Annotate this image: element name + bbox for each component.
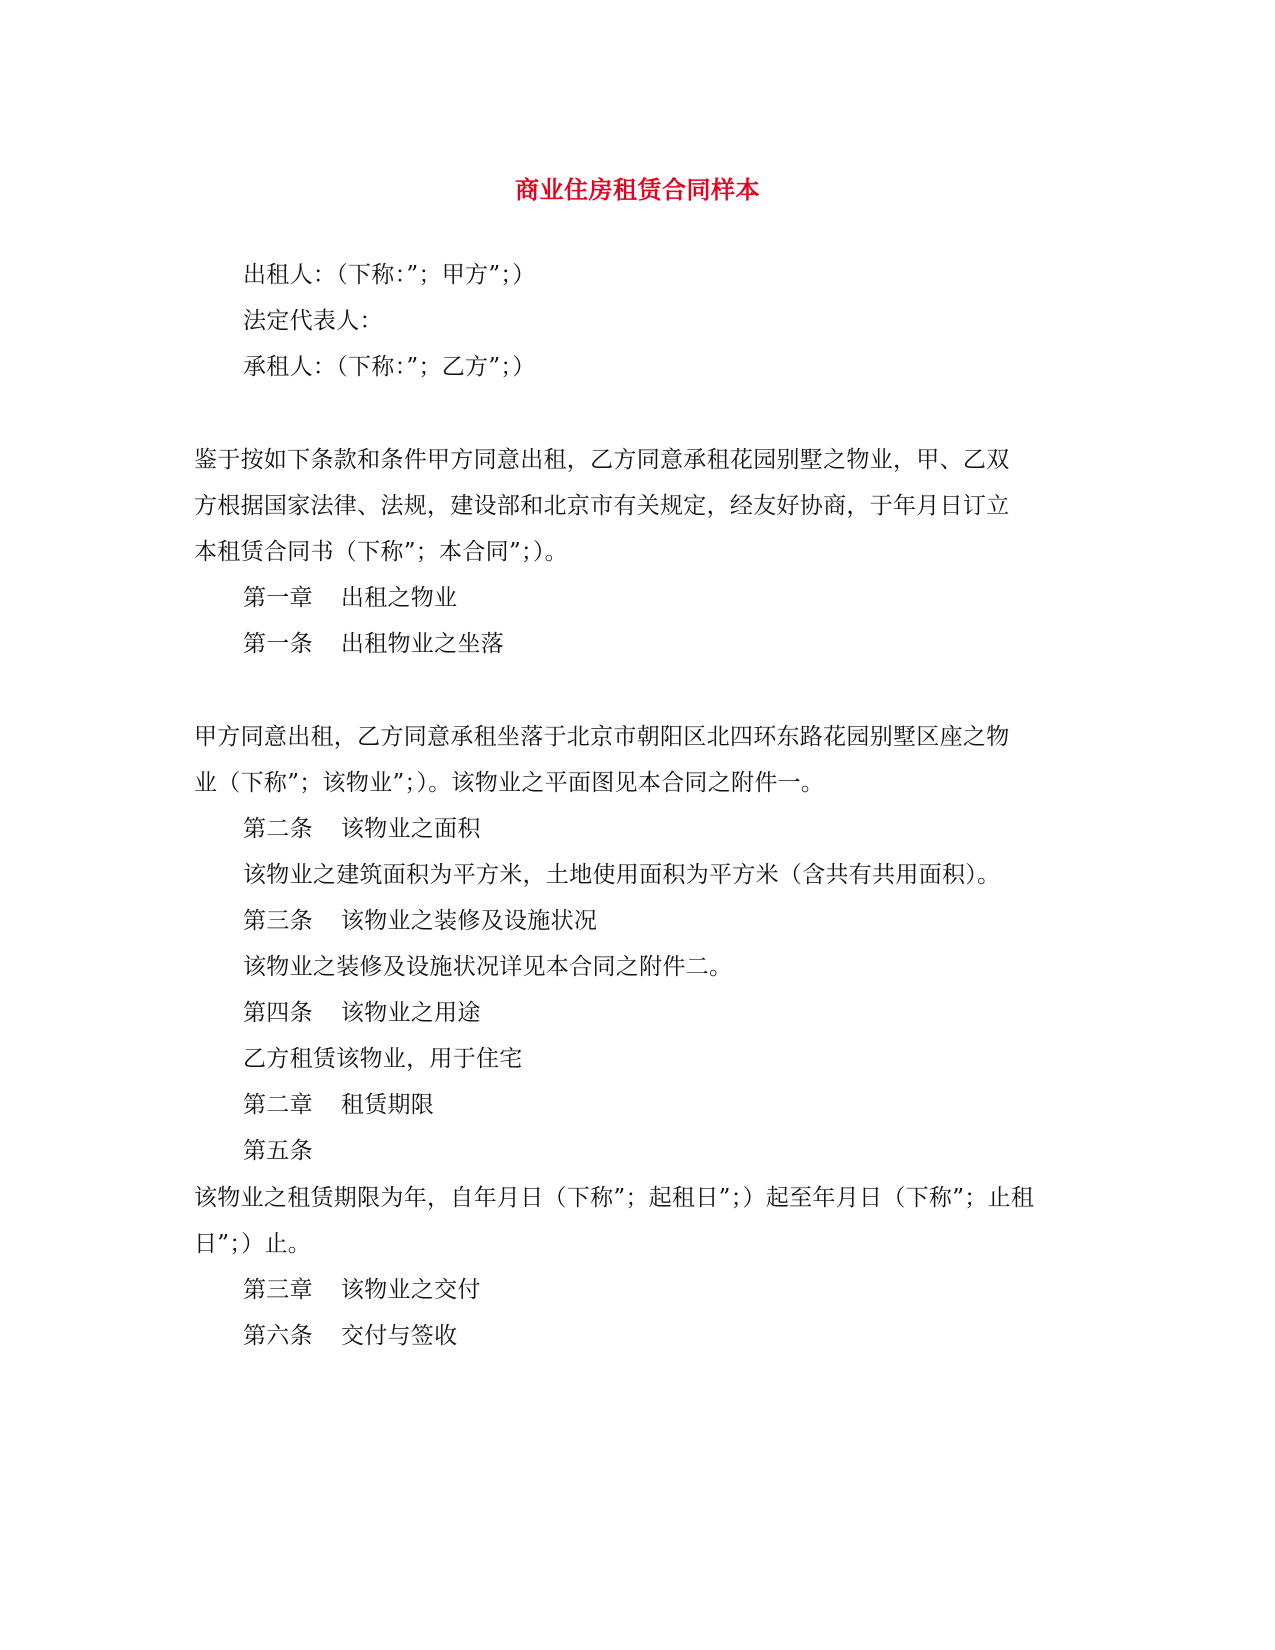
article-5-label: 第五条 [243, 1138, 313, 1164]
article-4-label: 第四条 [243, 1000, 313, 1026]
chapter-1-heading [243, 583, 457, 613]
article-6-heading [243, 1321, 457, 1351]
article-2-heading [243, 814, 481, 844]
article-1-heading [243, 629, 504, 659]
preamble-line-3: 本租赁合同书（下称”；本合同”；）。 [194, 539, 568, 565]
article-3-body: 该物业之装修及设施状况详见本合同之附件二。 [243, 954, 733, 980]
chapter-3-label: 第三章 [243, 1277, 313, 1303]
article-6-title: 交付与签收 [340, 1323, 458, 1349]
article-4-heading [243, 998, 481, 1028]
article-2-title: 该物业之面积 [340, 816, 481, 842]
article-6-label: 第六条 [243, 1323, 313, 1349]
chapter-3-heading [243, 1275, 481, 1305]
chapter-2-label: 第二章 [243, 1092, 313, 1118]
article-1-body-line-1: 甲方同意出租，乙方同意承租坐落于北京市朝阳区北四环东路花园别墅区座之物 [194, 724, 1010, 750]
article-3-title: 该物业之装修及设施状况 [340, 908, 598, 934]
article-3-heading [243, 906, 597, 936]
article-1-body-line-2: 业（下称”；该物业”；）。该物业之平面图见本合同之附件一。 [194, 770, 825, 796]
article-4-body: 乙方租赁该物业，用于住宅 [243, 1046, 523, 1072]
legal-rep-line: 法定代表人： [243, 308, 383, 334]
article-5-heading [243, 1136, 313, 1166]
preamble-line-1: 鉴于按如下条款和条件甲方同意出租，乙方同意承租花园别墅之物业，甲、乙双 [194, 447, 1010, 473]
article-4-title: 该物业之用途 [340, 1000, 481, 1026]
chapter-2-title: 租赁期限 [340, 1092, 435, 1118]
lessor-line: 出租人：（下称：”；甲方”；） [243, 262, 536, 288]
chapter-2-heading [243, 1090, 434, 1120]
preamble-line-2: 方根据国家法律、法规，建设部和北京市有关规定，经友好协商，于年月日订立 [194, 493, 1010, 519]
article-5-body-line-1: 该物业之租赁期限为年，自年月日（下称”；起租日”；）起至年月日（下称”；止租 [194, 1185, 1035, 1211]
article-1-title: 出租物业之坐落 [340, 631, 505, 657]
chapter-3-title: 该物业之交付 [340, 1277, 481, 1303]
chapter-1-label: 第一章 [243, 585, 313, 611]
article-3-label: 第三条 [243, 908, 313, 934]
article-2-body: 该物业之建筑面积为平方米，土地使用面积为平方米（含共有共用面积）。 [243, 862, 1001, 888]
document-title: 商业住房租赁合同样本 [515, 175, 760, 204]
chapter-1-title: 出租之物业 [340, 585, 458, 611]
lessee-line: 承租人：（下称：”；乙方”；） [243, 354, 536, 380]
article-5-body-line-2: 日”；）止。 [194, 1231, 312, 1257]
article-1-label: 第一条 [243, 631, 313, 657]
article-2-label: 第二条 [243, 816, 313, 842]
